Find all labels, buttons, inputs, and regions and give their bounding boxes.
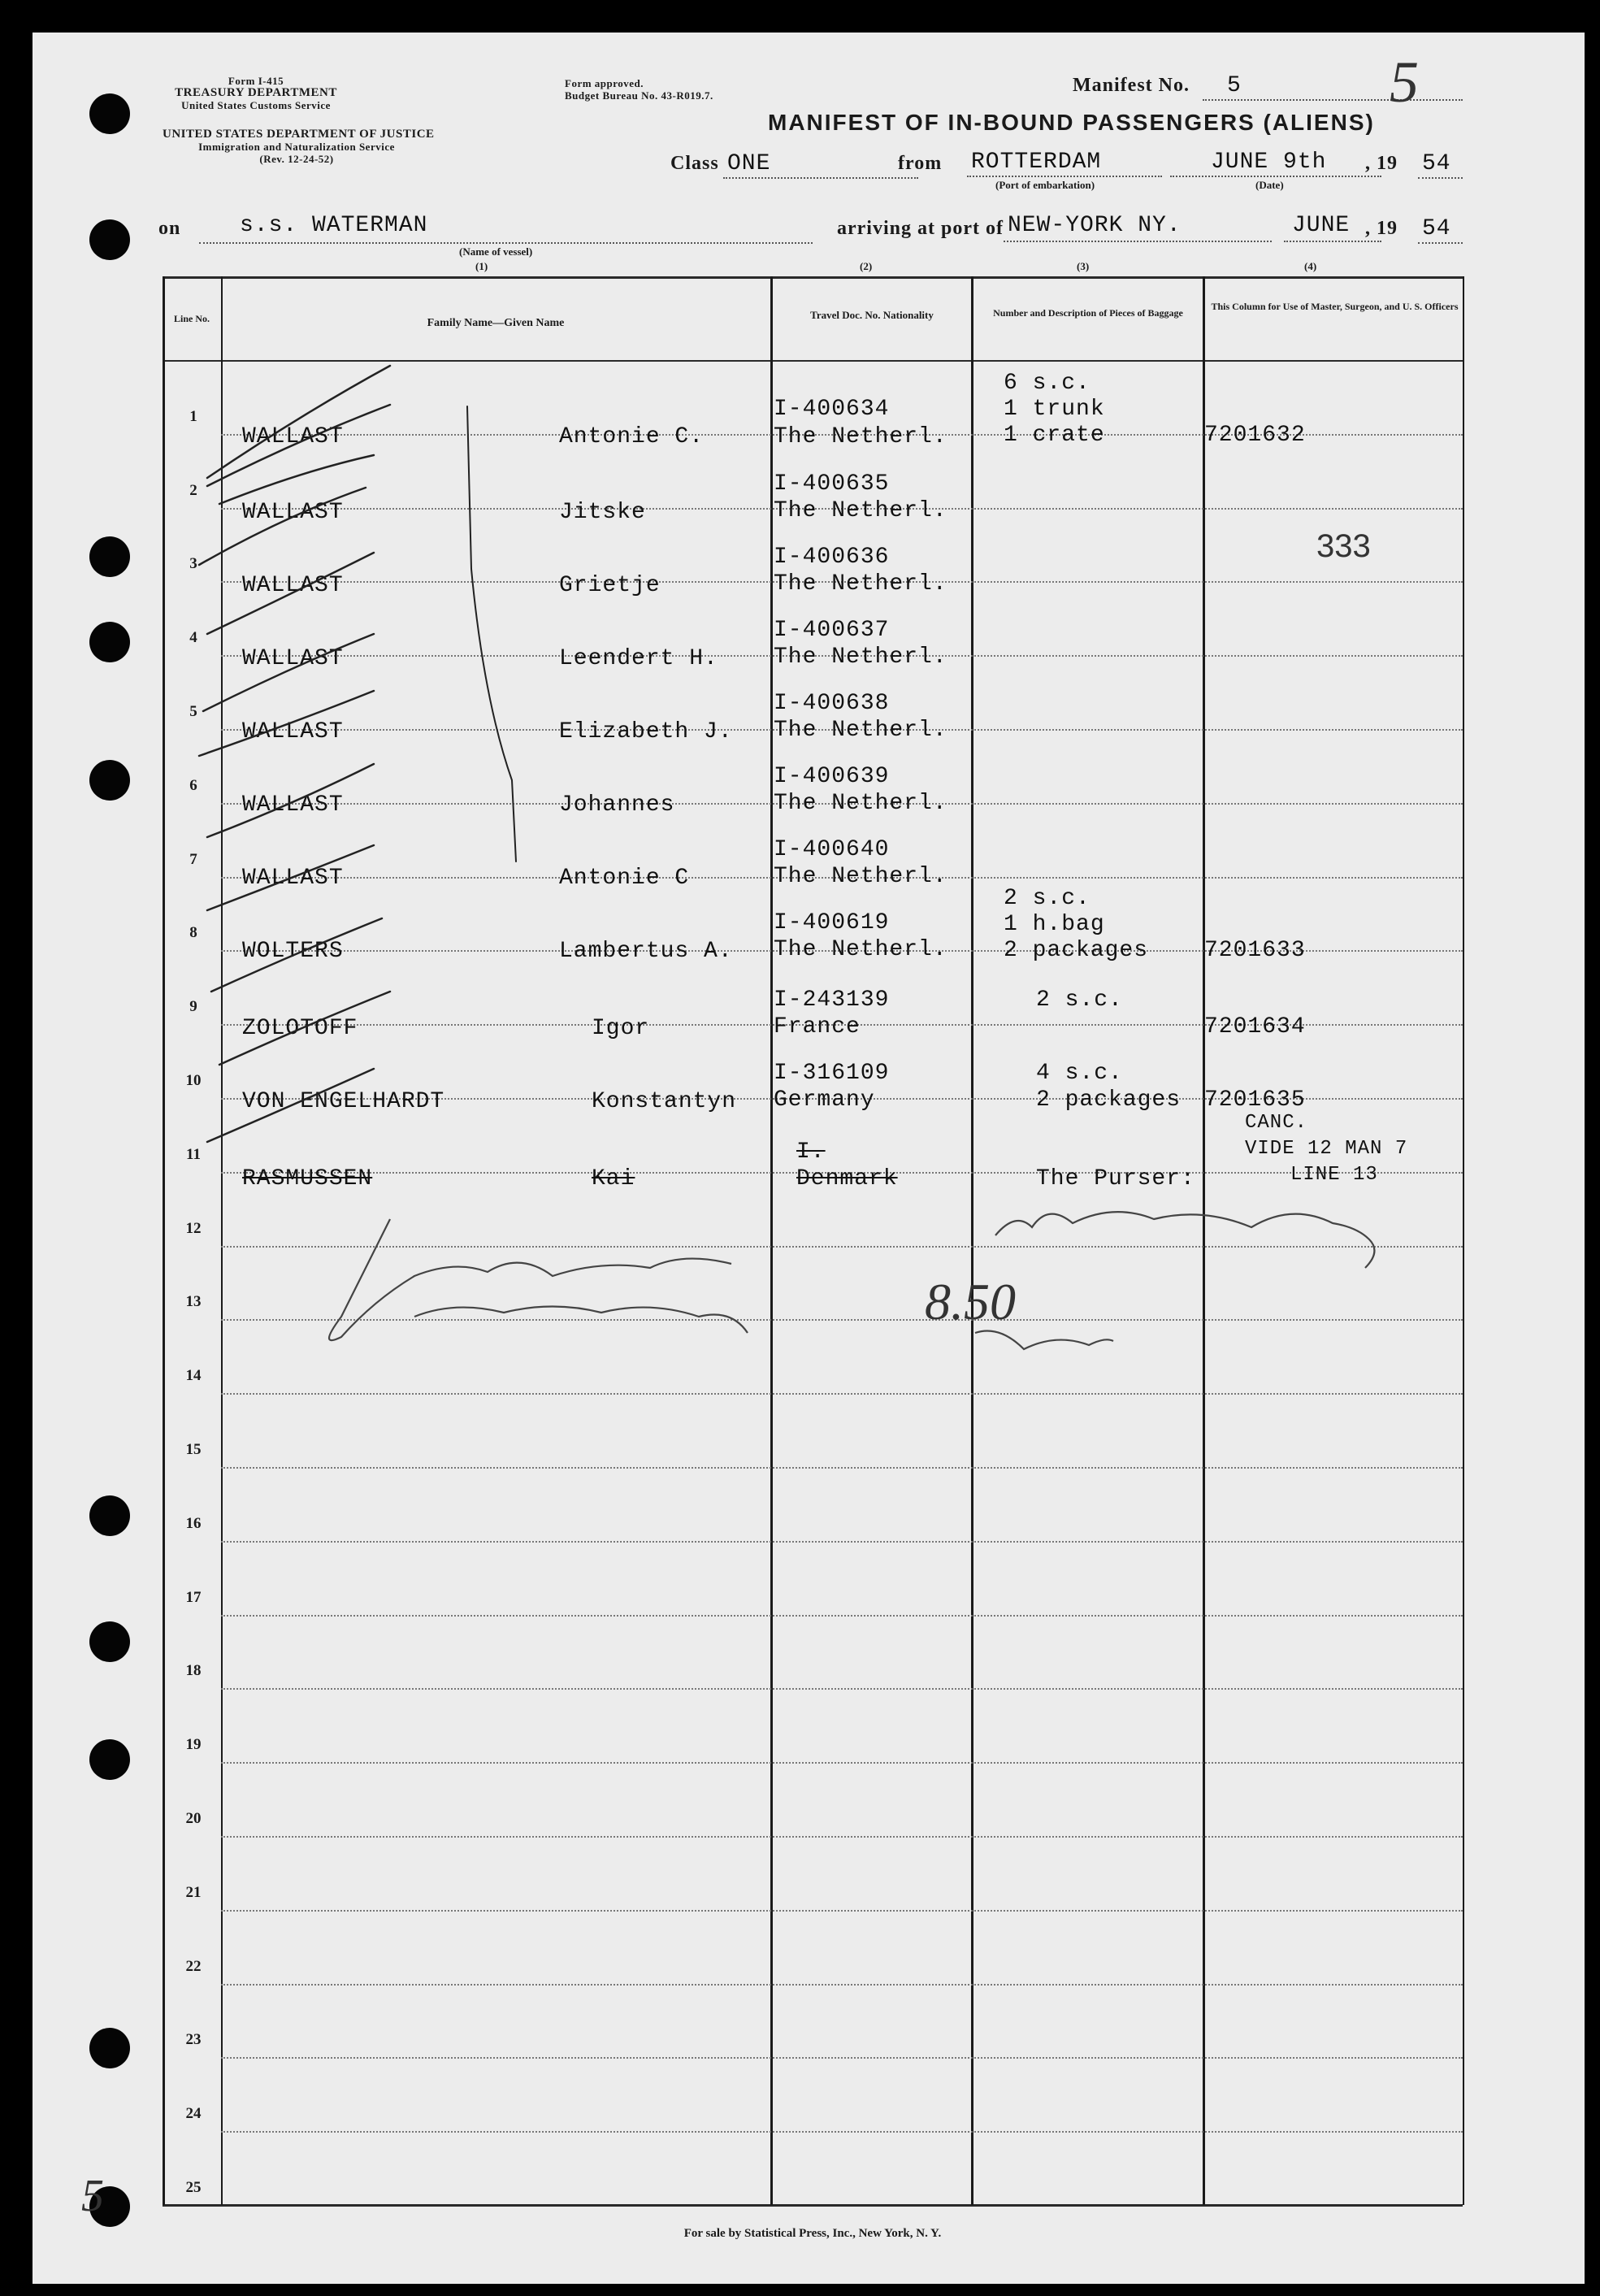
year-underline: [1418, 177, 1463, 179]
manifest-no-value: 5: [1227, 73, 1242, 98]
row-3-family: WALLAST: [242, 573, 344, 598]
row-1-doc: I-400634: [774, 397, 890, 422]
customs-service: United States Customs Service: [181, 99, 331, 111]
row-11-doc: I.: [796, 1139, 826, 1165]
row-5-given: Elizabeth J.: [559, 719, 733, 744]
row-8-doc: I-400619: [774, 910, 890, 935]
col-num-1: (1): [475, 260, 488, 272]
row-rule: [221, 1319, 1463, 1321]
row-2-family: WALLAST: [242, 500, 344, 525]
check-mark: [207, 366, 390, 478]
punch-hole: [89, 2028, 130, 2068]
vessel-value: s.s. WATERMAN: [240, 213, 428, 238]
row-3-doc: I-400636: [774, 545, 890, 570]
table-header-border: [163, 360, 1463, 362]
row-7-doc: I-400640: [774, 837, 890, 862]
line-number: 18: [185, 1662, 202, 1680]
row-8-family: WOLTERS: [242, 939, 344, 964]
punch-hole: [89, 622, 130, 662]
row-8-bag-3: 2 packages: [1004, 938, 1149, 963]
row-rule: [221, 1910, 1463, 1912]
row-rule: [221, 1246, 1463, 1248]
vessel-underline: [199, 242, 813, 244]
manifest-no-handwritten: 5: [1390, 50, 1419, 115]
row-rule: [221, 1467, 1463, 1469]
line-number: 20: [185, 1810, 202, 1827]
header-officers: This Column for Use of Master, Surgeon, and U. S. Officers: [1211, 301, 1459, 312]
row-5-nat: The Netherl.: [774, 718, 947, 743]
arrival-year-suffix: 54: [1422, 216, 1451, 241]
row-6-family: WALLAST: [242, 792, 344, 818]
year-suffix: 54: [1422, 151, 1451, 176]
row-10-bag-1: 4 s.c.: [1036, 1061, 1123, 1086]
row-5-family: WALLAST: [242, 719, 344, 744]
budget-bureau: Budget Bureau No. 43-R019.7.: [565, 89, 713, 102]
row-4-nat: The Netherl.: [774, 645, 947, 670]
row-1-bag-2: 1 trunk: [1004, 397, 1105, 422]
arriving-label: arriving at port of: [837, 218, 1004, 239]
budget-block: [565, 77, 713, 102]
row-rule: [221, 1984, 1463, 1986]
row-3-given: Grietje: [559, 573, 661, 598]
manifest-no-underline: [1203, 99, 1463, 101]
form-approved: Form approved.: [565, 77, 644, 89]
line-number: 2: [189, 481, 197, 499]
line-number: 24: [185, 2105, 202, 2123]
arrival-port-underline: [1004, 241, 1272, 242]
justice-block: [163, 128, 435, 165]
row-8-officer: 7201633: [1204, 938, 1306, 963]
from-underline: [967, 176, 1162, 177]
from-label: from: [898, 153, 943, 174]
line-number: 1: [189, 407, 197, 425]
row-9-family: ZOLOTOFF: [242, 1016, 358, 1041]
punch-hole: [89, 760, 130, 801]
row-1-family: WALLAST: [242, 424, 344, 449]
line-number: 16: [185, 1514, 202, 1532]
line-number: 6: [189, 776, 197, 794]
line-number: 12: [185, 1219, 202, 1237]
header-travel-doc: Travel Doc. No. Nationality: [810, 309, 934, 321]
line-number: 11: [186, 1145, 201, 1163]
row-rule: [221, 1541, 1463, 1543]
row-10-family: VON ENGELHARDT: [242, 1089, 445, 1114]
row-4-given: Leendert H.: [559, 646, 718, 671]
row-rule: [221, 1393, 1463, 1395]
line-number: 7: [189, 850, 197, 868]
row-8-nat: The Netherl.: [774, 937, 947, 962]
row-9-doc: I-243139: [774, 987, 890, 1013]
line-number: 4: [189, 629, 197, 647]
row-rule: [221, 1688, 1463, 1690]
footer-handwritten-mark: 5: [81, 2171, 104, 2221]
row-3-nat: The Netherl.: [774, 571, 947, 597]
manifest-no-label: Manifest No.: [1073, 75, 1190, 96]
line-number: 3: [189, 555, 197, 573]
line-number: 22: [185, 1957, 202, 1975]
row-rule: [221, 1762, 1463, 1764]
annotation-333: 333: [1316, 528, 1371, 564]
line-number: 23: [185, 2031, 202, 2049]
row-2-nat: The Netherl.: [774, 498, 947, 523]
port-embark-caption: (Port of embarkation): [995, 179, 1095, 191]
row-8-bag-2: 1 h.bag: [1004, 912, 1105, 937]
fee-initials: [975, 1331, 1113, 1350]
on-label: on: [158, 218, 181, 239]
row-5-doc: I-400638: [774, 691, 890, 716]
row-7-given: Antonie C: [559, 866, 690, 891]
row-9-given: Igor: [592, 1016, 650, 1041]
row-2-given: Jitske: [559, 500, 646, 525]
treasury-dept: TREASURY DEPARTMENT: [175, 86, 337, 99]
header-name: Family Name—Given Name: [427, 317, 565, 329]
table-bottom-border: [163, 2204, 1463, 2207]
line-number: 25: [185, 2179, 202, 2196]
line-number: 15: [185, 1441, 202, 1458]
col-divider-name: [770, 276, 773, 2205]
row-10-doc: I-316109: [774, 1061, 890, 1086]
row-11-given: Kai: [592, 1166, 635, 1191]
check-mark: [219, 455, 374, 504]
line-number: 17: [185, 1588, 202, 1606]
table-right-border: [1463, 276, 1464, 2205]
date-value: JUNE 9th: [1211, 150, 1327, 175]
table-left-border: [163, 276, 165, 2205]
row-6-doc: I-400639: [774, 764, 890, 789]
manifest-title: MANIFEST OF IN-BOUND PASSENGERS (ALIENS): [768, 110, 1375, 135]
row-9-nat: France: [774, 1014, 861, 1039]
arrival-year-underline: [1418, 242, 1463, 244]
table-top-border: [163, 276, 1463, 279]
line-number: 10: [185, 1072, 202, 1089]
date-underline: [1170, 176, 1381, 177]
footer-printer: For sale by Statistical Press, Inc., New York, N. Y.: [683, 2227, 942, 2240]
immigration-service: Immigration and Naturalization Service: [198, 141, 395, 153]
class-label: Class: [670, 153, 719, 174]
line-number: 13: [185, 1293, 202, 1311]
row-9-bag-1: 2 s.c.: [1036, 987, 1123, 1013]
manifest-page: [33, 33, 1585, 2284]
row-1-bag-3: 1 crate: [1004, 423, 1105, 448]
row-1-officer: 7201632: [1204, 423, 1306, 448]
row-10-given: Konstantyn: [592, 1089, 737, 1114]
punch-hole: [89, 93, 130, 134]
canc-note-1: CANC.: [1245, 1112, 1308, 1134]
class-value: ONE: [727, 151, 771, 176]
row-1-nat: The Netherl.: [774, 424, 947, 449]
row-1-bag-1: 6 s.c.: [1004, 371, 1091, 396]
line-number: 19: [185, 1736, 202, 1754]
col-divider-line: [221, 276, 223, 2205]
date-caption: (Date): [1255, 179, 1284, 191]
row-9-officer: 7201634: [1204, 1014, 1306, 1039]
justice-dept: UNITED STATES DEPARTMENT OF JUSTICE: [163, 128, 435, 141]
line-number: 14: [185, 1367, 202, 1385]
punch-hole: [89, 536, 130, 577]
col-divider-doc: [971, 276, 973, 2205]
punch-hole: [89, 1621, 130, 1662]
row-7-nat: The Netherl.: [774, 864, 947, 889]
line-number: 8: [189, 924, 197, 942]
punch-hole: [89, 219, 130, 260]
row-7-family: WALLAST: [242, 866, 344, 891]
class-underline: [723, 177, 918, 179]
form-number: Form I-415: [228, 75, 284, 87]
canc-note-2: VIDE 12 MAN 7: [1245, 1138, 1408, 1160]
arrival-date-underline: [1284, 241, 1381, 242]
row-11-family: RASMUSSEN: [242, 1166, 373, 1191]
purser-signature: [995, 1212, 1374, 1268]
punch-hole: [89, 1739, 130, 1780]
form-header-left: [130, 75, 382, 111]
row-rule: [221, 1615, 1463, 1617]
row-rule: [221, 2057, 1463, 2059]
row-6-given: Johannes: [559, 792, 675, 818]
canc-note-3: LINE 13: [1290, 1164, 1378, 1186]
arrival-port: NEW-YORK NY.: [1008, 213, 1182, 238]
purser-label: The Purser:: [1036, 1166, 1195, 1191]
row-8-bag-1: 2 s.c.: [1004, 886, 1091, 911]
year-prefix: , 19: [1365, 153, 1398, 174]
row-10-officer: 7201635: [1204, 1087, 1306, 1113]
arrival-year-prefix: , 19: [1365, 218, 1398, 239]
row-10-bag-2: 2 packages: [1036, 1087, 1182, 1113]
row-8-given: Lambertus A.: [559, 939, 733, 964]
from-value: ROTTERDAM: [971, 150, 1102, 175]
handwritten-fee: 8.50: [925, 1273, 1016, 1330]
row-4-family: WALLAST: [242, 646, 344, 671]
row-2-doc: I-400635: [774, 471, 890, 497]
row-rule: [221, 2131, 1463, 2133]
col-num-4: (4): [1304, 260, 1317, 272]
row-1-given: Antonie C.: [559, 424, 705, 449]
header-baggage: Number and Description of Pieces of Baggage: [993, 307, 1183, 319]
line-number: 21: [185, 1883, 202, 1901]
line-number: 5: [189, 703, 197, 720]
col-num-2: (2): [860, 260, 873, 272]
arrival-date: JUNE: [1292, 213, 1351, 238]
punch-hole: [89, 1495, 130, 1536]
header-line-no: Line No.: [173, 313, 210, 324]
vessel-caption: (Name of vessel): [459, 245, 533, 258]
row-4-doc: I-400637: [774, 618, 890, 643]
row-rule: [221, 1836, 1463, 1838]
form-revision: (Rev. 12-24-52): [259, 153, 334, 165]
row-6-nat: The Netherl.: [774, 791, 947, 816]
officer-signature: [329, 1219, 748, 1340]
row-11-nat: Denmark: [796, 1166, 898, 1191]
line-number: 9: [189, 998, 197, 1016]
family-bracket: [467, 406, 516, 862]
col-divider-baggage: [1203, 276, 1205, 2205]
col-num-3: (3): [1077, 260, 1090, 272]
row-10-nat: Germany: [774, 1087, 875, 1113]
